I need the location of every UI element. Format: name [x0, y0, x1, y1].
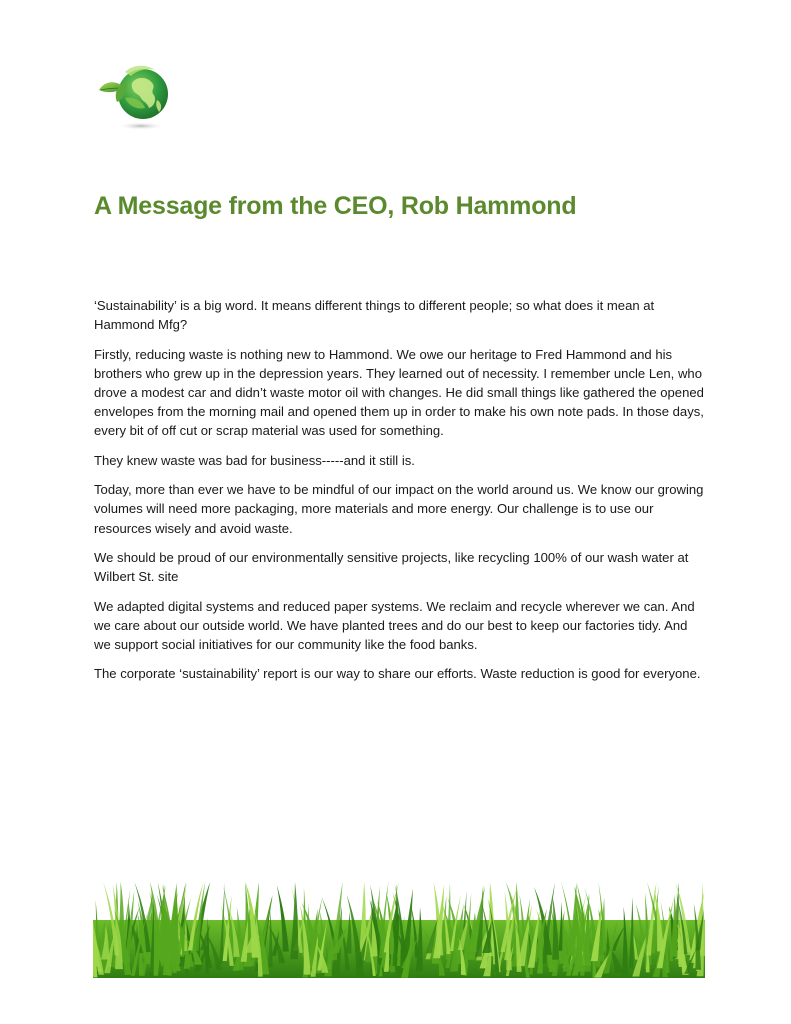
globe-with-leaves-icon	[95, 58, 177, 134]
paragraph-7: The corporate ‘sustainability’ report is our way to share our efforts. Waste reduction is good for everyone.	[94, 666, 701, 682]
grass-border-icon	[93, 880, 705, 978]
message-body	[94, 296, 706, 694]
paragraph-6: We adapted digital systems and reduced paper systems. We reclaim and recycle wherever we can. And we care about our outside world. We have planted trees and do our best to keep our factories tidy. And we support social initiatives for our community like the food banks.	[94, 598, 695, 652]
paragraph-4: Today, more than ever we have to be mindful of our impact on the world around us. We know our growing volumes will need more packaging, more materials and more energy. Our challenge is to use our resources wisely and avoid waste.	[94, 482, 704, 536]
page-title: A Message from the CEO, Rob Hammond	[94, 192, 577, 220]
paragraph-3: They knew waste was bad for business-----and it still is.	[94, 452, 415, 468]
paragraph-1: ‘Sustainability’ is a big word. It means different things to different people; so what does it mean at Hammond Mfg?	[94, 298, 655, 333]
paragraph-5: We should be proud of our environmentally sensitive projects, like recycling 100% of our wash water at Wilbert St. site	[94, 549, 689, 585]
paragraph-2: Firstly, reducing waste is nothing new to Hammond. We owe our heritage to Fred Hammond and his brothers who grew up in the depression years. They learned out of necessity. I remember uncle Len, who drove a modest car and didn’t waste motor oil with changes. He did small things like gathered the opened envelopes from the morning mail and opened them up in order to make his own note pads. In those days, every bit of off cut or scrap material was used for something.	[94, 346, 704, 439]
